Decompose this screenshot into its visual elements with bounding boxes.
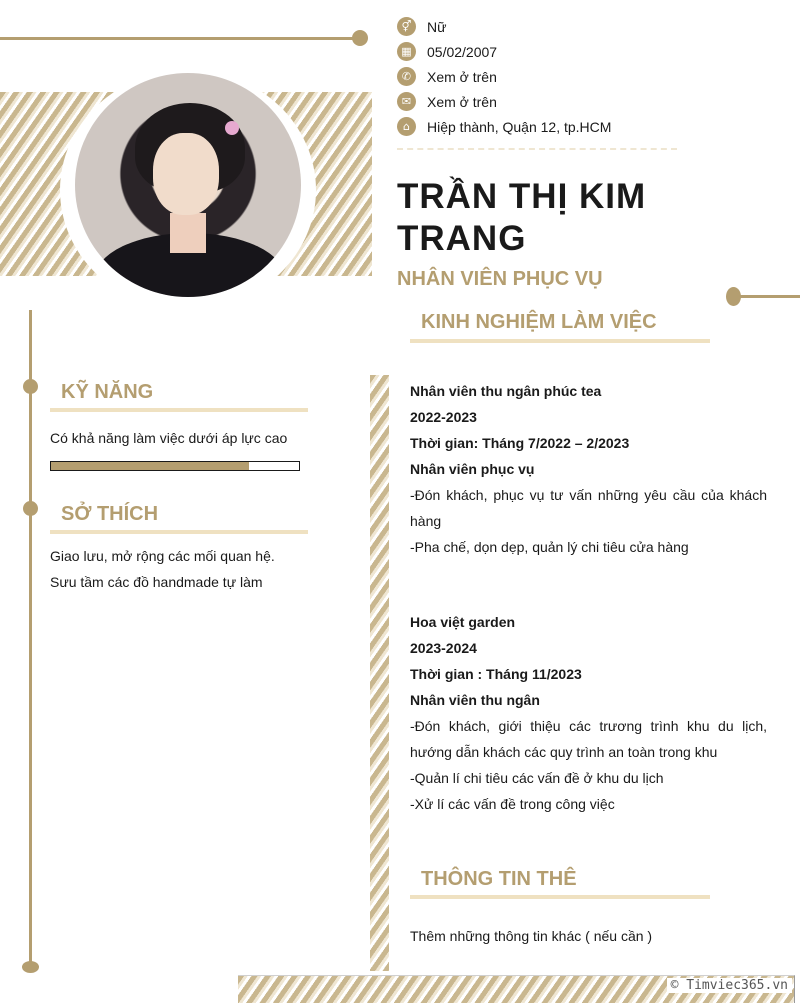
skill-label: Có khả năng làm việc dưới áp lực cao <box>50 430 288 446</box>
home-icon: ⌂ <box>397 117 416 136</box>
contact-list <box>397 14 611 139</box>
job-period: Thời gian: Tháng 7/2022 – 2/2023 <box>410 435 630 451</box>
contact-gender <box>397 14 611 39</box>
gender-icon: ⚥ <box>397 17 416 36</box>
job-task: -Đón khách, phục vụ tư vấn những yêu cầu của khách hàng <box>410 487 767 529</box>
mail-icon: ✉ <box>397 92 416 111</box>
job-entry <box>410 609 767 817</box>
name-line-1: TRẦN THỊ KIM <box>397 177 647 216</box>
contact-text: Nữ <box>427 18 447 35</box>
decor-strip <box>370 375 389 971</box>
timeline-line <box>29 310 32 968</box>
skill-level-bar <box>50 461 300 471</box>
job-title: NHÂN VIÊN PHỤC VỤ <box>397 268 603 290</box>
contact-text: Xem ở trên <box>427 68 497 85</box>
skill-level-fill <box>51 462 249 470</box>
section-title-skills: KỸ NĂNG <box>61 381 154 403</box>
top-decor-dot <box>352 30 368 46</box>
job-task: -Pha chế, dọn dẹp, quản lý chi tiêu cửa hàng <box>410 539 689 555</box>
avatar-photo <box>75 73 301 297</box>
hobby-item: Giao lưu, mở rộng các mối quan hệ. <box>50 548 275 564</box>
section-title-more-info: THÔNG TIN THÊ <box>421 868 577 890</box>
job-years: 2023-2024 <box>410 640 477 656</box>
section-rule <box>50 408 308 412</box>
job-task: -Quản lí chi tiêu các vấn đề ở khu du lịch <box>410 770 664 786</box>
top-decor-line <box>0 37 356 40</box>
job-task: -Đón khách, giới thiệu các trương trình khu du lịch, hướng dẫn khách các quy trình an toàn trong khu <box>410 718 767 760</box>
right-decor-dot <box>726 287 741 306</box>
section-rule <box>410 339 710 343</box>
hobby-item: Sưu tầm các đồ handmade tự làm <box>50 574 263 590</box>
calendar-icon: ▦ <box>397 42 416 61</box>
section-rule <box>410 895 710 899</box>
section-title-experience: KINH NGHIỆM LÀM VIỆC <box>421 311 657 333</box>
timeline-end-dot <box>22 961 39 973</box>
job-position: Nhân viên phục vụ <box>410 461 535 477</box>
section-rule <box>50 530 308 534</box>
job-task: -Xử lí các vấn đề trong công việc <box>410 796 615 812</box>
right-decor-line <box>740 295 800 298</box>
phone-icon: ✆ <box>397 67 416 86</box>
contact-text: 05/02/2007 <box>427 43 498 60</box>
contact-email <box>397 89 611 114</box>
job-period: Thời gian : Tháng 11/2023 <box>410 666 582 682</box>
footer-watermark: © Timviec365.vn <box>667 978 792 993</box>
contact-phone <box>397 64 611 89</box>
candidate-name <box>397 176 646 260</box>
dashed-divider <box>397 148 677 150</box>
job-position: Nhân viên thu ngân <box>410 692 540 708</box>
job-company: Nhân viên thu ngân phúc tea <box>410 383 602 399</box>
section-title-hobbies: SỞ THÍCH <box>61 503 159 525</box>
contact-text: Hiệp thành, Quận 12, tp.HCM <box>427 118 612 135</box>
contact-text: Xem ở trên <box>427 93 497 110</box>
name-line-2: TRANG <box>397 219 527 258</box>
timeline-dot <box>23 501 38 516</box>
contact-birthday <box>397 39 611 64</box>
job-entry <box>410 378 767 560</box>
timeline-dot <box>23 379 38 394</box>
more-info-text: Thêm những thông tin khác ( nếu cần ) <box>410 928 653 944</box>
contact-address <box>397 114 611 139</box>
job-years: 2022-2023 <box>410 409 477 425</box>
job-company: Hoa việt garden <box>410 614 516 630</box>
